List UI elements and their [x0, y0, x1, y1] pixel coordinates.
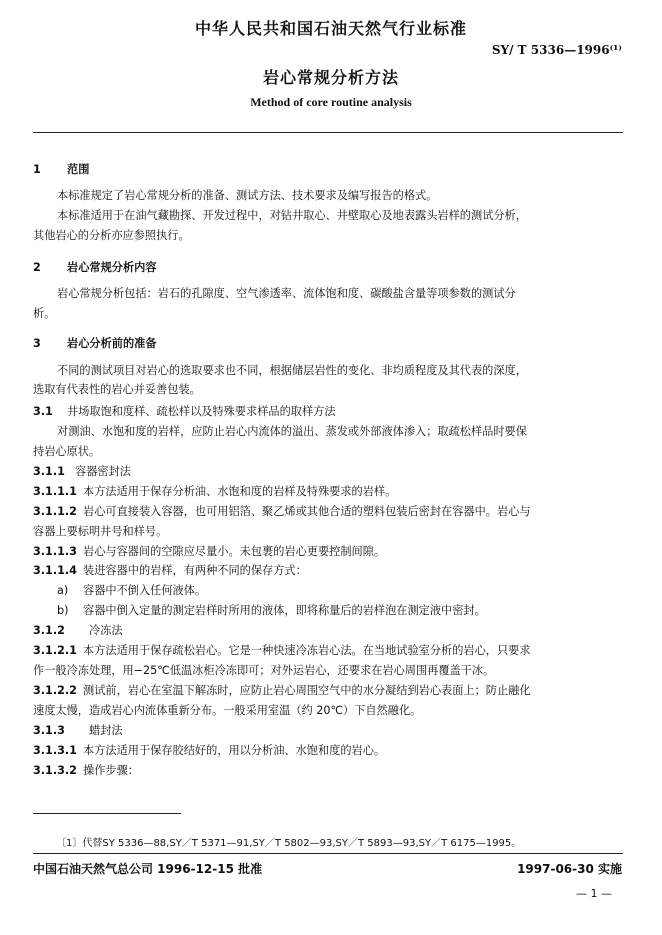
- list-text: 容器中倒入定量的测定岩样时所用的液体，即将称量后的岩样泡在测定液中密封。: [83, 604, 486, 617]
- paragraph: 本标准规定了岩心常规分析的准备、测试方法、技术要求及编写报告的格式。: [57, 189, 438, 202]
- clause-number: 3.1.3.2: [33, 764, 77, 777]
- clause-text: 本方法适用于保存疏松岩心。它是一种快速冷冻岩心法。在当地试验室分析的岩心，只要求: [83, 644, 531, 657]
- section-title: 井场取饱和度样、疏松样以及特殊要求样品的取样方法: [67, 405, 336, 418]
- document-subtitle: Method of core routine analysis: [250, 95, 412, 109]
- subsection-3-1-1-heading: [33, 465, 131, 479]
- paragraph: 持岩心原状。: [33, 445, 101, 458]
- paragraph: 不同的测试项目对岩心的选取要求也不同，根据储层岩性的变化、非均质程度及其代表的深度，: [57, 364, 527, 377]
- footnote: 〔1〕代替SY 5336—88,SY／T 5371—91,SY／T 5802—93,SY／T 5893—93,SY／T 6175—1995。: [56, 838, 522, 849]
- clause-number: 3.1.3.1: [33, 744, 77, 757]
- list-label: b): [57, 604, 69, 617]
- section-title: 冷冻法: [89, 624, 123, 637]
- section-number: 3.1.2: [33, 624, 65, 637]
- clause-number: 3.1.1.4: [33, 564, 77, 577]
- paragraph: 本标准适用于在油气藏勘探、开发过程中，对钻井取心、井壁取心及地表露头岩样的测试分析，: [57, 209, 527, 222]
- footnote-divider: [33, 813, 181, 814]
- section-2-heading: [33, 261, 157, 275]
- clause-text: 本方法适用于保存胶结好的，用以分析油、水饱和度的岩心。: [83, 744, 386, 757]
- document-title: 岩心常规分析方法: [262, 68, 399, 87]
- paragraph: 选取有代表性的岩心并妥善包装。: [33, 383, 201, 396]
- standard-code: SY/ T 5336—1996⁽¹⁾: [491, 43, 622, 57]
- clause-text: 岩心可直接装入容器，也可用铝箔、聚乙烯或其他合适的塑料包装后密封在容器中。岩心与: [83, 505, 531, 518]
- section-number: 3.1.1: [33, 465, 65, 478]
- clause-continuation: 速度太慢，造成岩心内流体重新分布。一般采用室温（约 20℃）下自然融化。: [33, 704, 422, 717]
- approval-note: 中国石油天然气总公司 1996-12-15 批准: [33, 862, 263, 876]
- list-label: a): [57, 584, 69, 597]
- section-title: 容器密封法: [75, 465, 131, 478]
- paragraph: 析。: [33, 307, 56, 320]
- paragraph: 对测油、水饱和度的岩样，应防止岩心内流体的溢出、蒸发或外部液体渗入；取疏松样品时要保: [57, 425, 527, 438]
- section-title: 范围: [67, 163, 90, 176]
- paragraph: 其他岩心的分析亦应参照执行。: [33, 229, 190, 242]
- clause-3-1-3-1: [33, 744, 385, 758]
- footer-divider: [33, 853, 623, 854]
- list-item-b: [57, 604, 486, 618]
- section-title: 蜡封法: [89, 724, 123, 737]
- paragraph: 岩心常规分析包括：岩石的孔隙度、空气渗透率、流体饱和度、碳酸盐含量等项参数的测试分: [57, 287, 516, 300]
- clause-number: 3.1.1.2: [33, 505, 77, 518]
- implementation-date: 1997-06-30 实施: [517, 862, 622, 876]
- clause-3-1-1-1: [33, 485, 396, 499]
- clause-number: 3.1.2.1: [33, 644, 77, 657]
- header-divider: [33, 132, 623, 133]
- section-number: 1: [33, 163, 41, 176]
- section-3-heading: [33, 337, 157, 351]
- clause-3-1-2-1: [33, 644, 531, 658]
- clause-number: 3.1.1.1: [33, 485, 77, 498]
- section-title: 岩心常规分析内容: [67, 261, 157, 274]
- section-number: 2: [33, 261, 41, 274]
- clause-continuation: 作一般冷冻处理，用−25℃低温冰柜冷冻即可；对外运岩心，还要求在岩心周围再覆盖干冰。: [33, 664, 495, 677]
- clause-text: 本方法适用于保存分析油、水饱和度的岩样及特殊要求的岩样。: [83, 485, 397, 498]
- clause-3-1-1-2: [33, 505, 531, 519]
- standard-title: 中华人民共和国石油天然气行业标准: [194, 19, 467, 38]
- clause-number: 3.1.2.2: [33, 684, 77, 697]
- section-number: 3: [33, 337, 41, 350]
- page-number: — 1 —: [576, 887, 612, 900]
- subsection-3-1-2-heading: [33, 624, 123, 638]
- subsection-3-1-3-heading: [33, 724, 123, 738]
- clause-text: 装进容器中的岩样，有两种不同的保存方式：: [83, 564, 307, 577]
- section-1-heading: [33, 163, 89, 177]
- clause-continuation: 容器上要标明井号和样号。: [33, 525, 168, 538]
- clause-3-1-3-2: [33, 764, 139, 778]
- section-number: 3.1: [33, 405, 53, 418]
- clause-text: 操作步骤：: [83, 764, 139, 777]
- subsection-3-1-heading: [33, 405, 336, 419]
- section-title: 岩心分析前的准备: [67, 337, 157, 350]
- clause-3-1-1-4: [33, 564, 307, 578]
- list-text: 容器中不倒入任何液体。: [83, 584, 207, 597]
- clause-text: 测试前，岩心在室温下解冻时，应防止岩心周围空气中的水分凝结到岩心表面上；防止融化: [83, 684, 531, 697]
- clause-text: 岩心与容器间的空隙应尽量小。未包裹的岩心更要控制间隙。: [83, 545, 386, 558]
- clause-3-1-2-2: [33, 684, 531, 698]
- clause-number: 3.1.1.3: [33, 545, 77, 558]
- section-number: 3.1.3: [33, 724, 65, 737]
- clause-3-1-1-3: [33, 545, 385, 559]
- list-item-a: [57, 584, 206, 598]
